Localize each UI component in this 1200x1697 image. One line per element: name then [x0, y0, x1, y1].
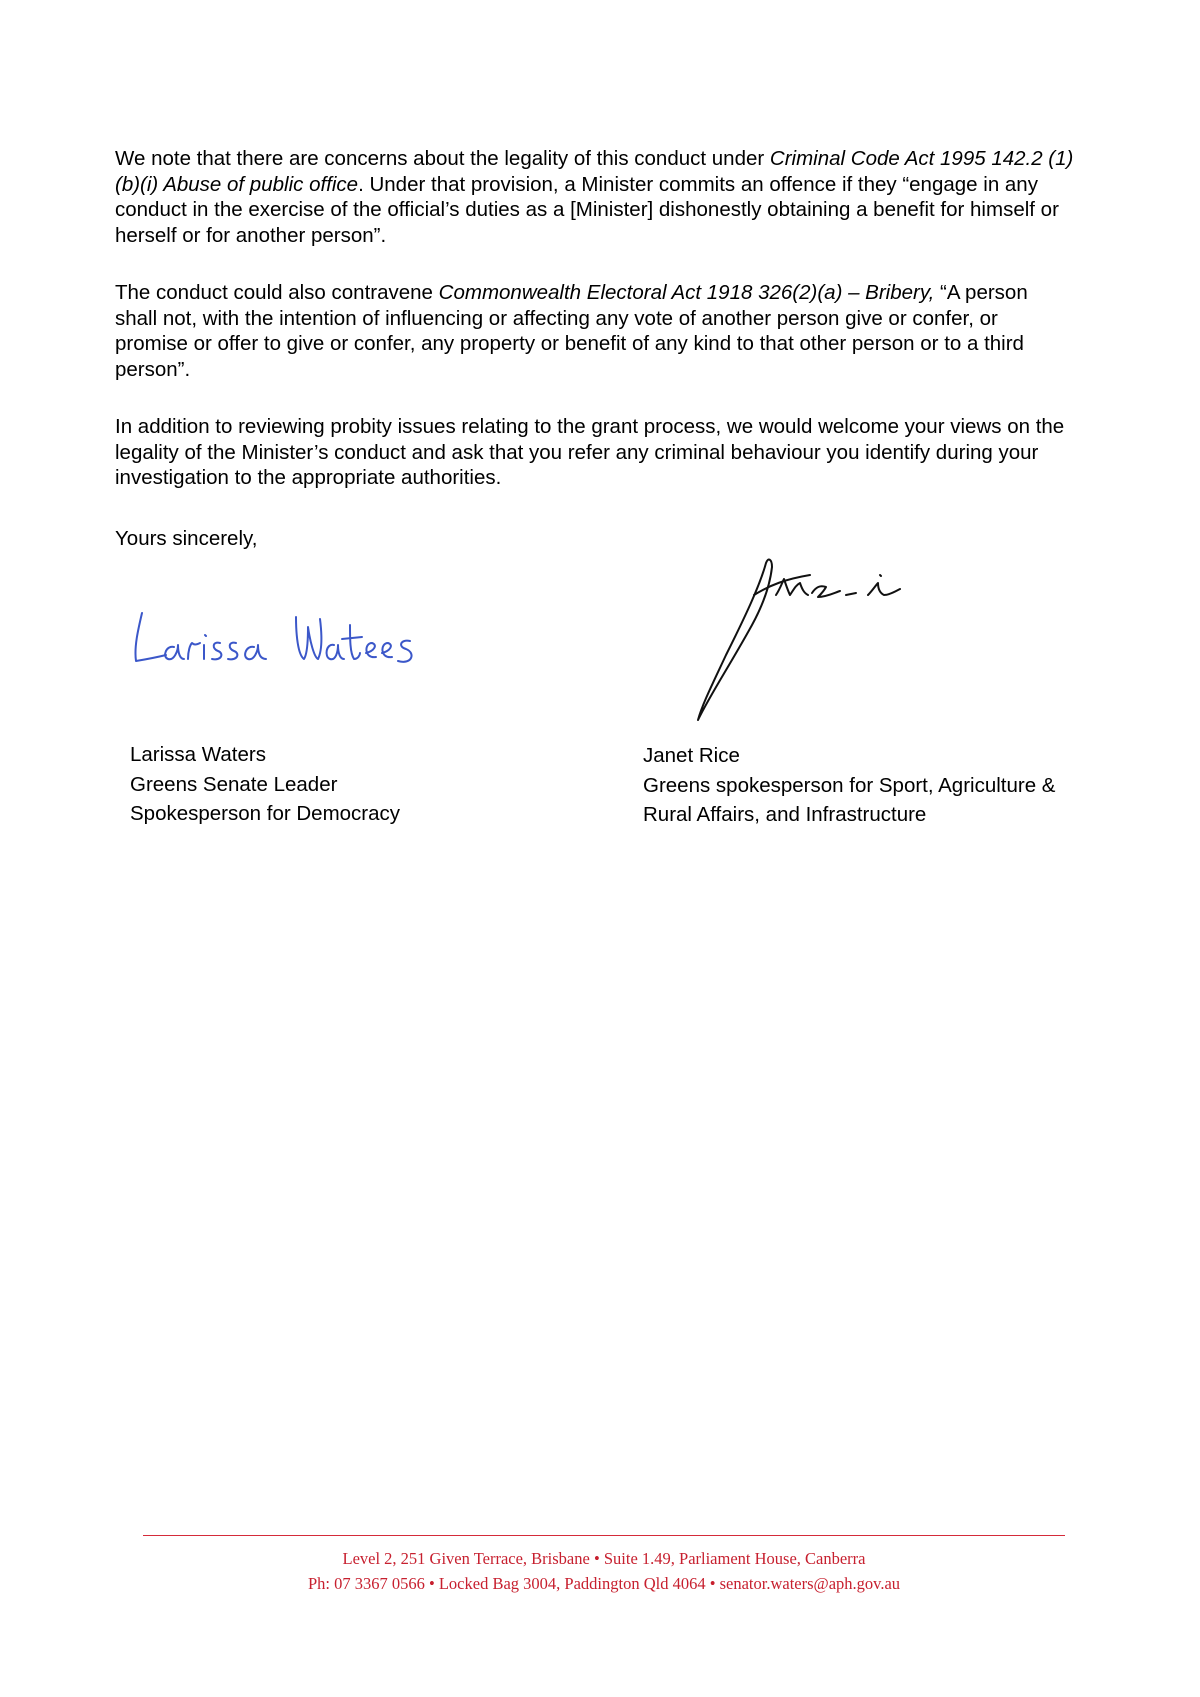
statute-citation: Commonwealth Electoral Act 1918 326(2)(a) – Bribery,: [438, 281, 935, 304]
closing-salutation: Yours sincerely,: [115, 527, 258, 550]
paragraph-text: . Under that provision, a Minister commits an offence if they “engage in any conduct in the exercise of the official’s duties as a [Minister] dishonestly obtaining a benefit for himself or herself or for another person”.: [115, 172, 1059, 247]
letterhead-footer: [143, 1547, 1065, 1596]
paragraph-criminal-code: [115, 146, 1075, 248]
signatory-name: Janet Rice: [643, 744, 740, 767]
signatory-block-right: [643, 741, 1055, 830]
signatory-title: Greens spokesperson for Sport, Agriculture &: [643, 773, 1056, 797]
footer-divider: [143, 1535, 1065, 1536]
signatory-title: Greens Senate Leader: [130, 772, 338, 796]
paragraph-text: We note that there are concerns about the legality of this conduct under: [115, 147, 770, 170]
paragraph-electoral-act: [115, 280, 1075, 382]
paragraph-text: “A person shall not, with the intention of influencing or affecting any vote of another person give or confer, or promise or offer to give or confer, any property or benefit of any kind to that other person or to a third person”.: [115, 281, 1028, 381]
signatory-title: Spokesperson for Democracy: [130, 802, 401, 825]
signatory-block-left: [130, 740, 400, 829]
paragraph-text: The conduct could also contravene: [115, 281, 439, 304]
letter-body: [115, 146, 1075, 550]
signatory-title: Rural Affairs, and Infrastructure: [643, 803, 927, 826]
footer-address-line: Level 2, 251 Given Terrace, Brisbane • Suite 1.49, Parliament House, Canberra: [342, 1549, 866, 1568]
paragraph-request: In addition to reviewing probity issues relating to the grant process, we would welcome your views on the legality of the Minister’s conduct and ask that you refer any criminal behaviour you identify during your investigation to the appropriate authorities.: [115, 415, 1065, 489]
signature-larissa-waters: [128, 595, 448, 675]
statute-citation: Criminal Code Act 1995 142.2 (1)(b)(i) Abuse of public office: [115, 147, 1074, 196]
signatory-name: Larissa Waters: [130, 743, 266, 766]
footer-contact-line: Ph: 07 3367 0566 • Locked Bag 3004, Paddington Qld 4064 • senator.waters@aph.gov.au: [307, 1573, 901, 1593]
signature-janet-rice: [690, 555, 950, 725]
